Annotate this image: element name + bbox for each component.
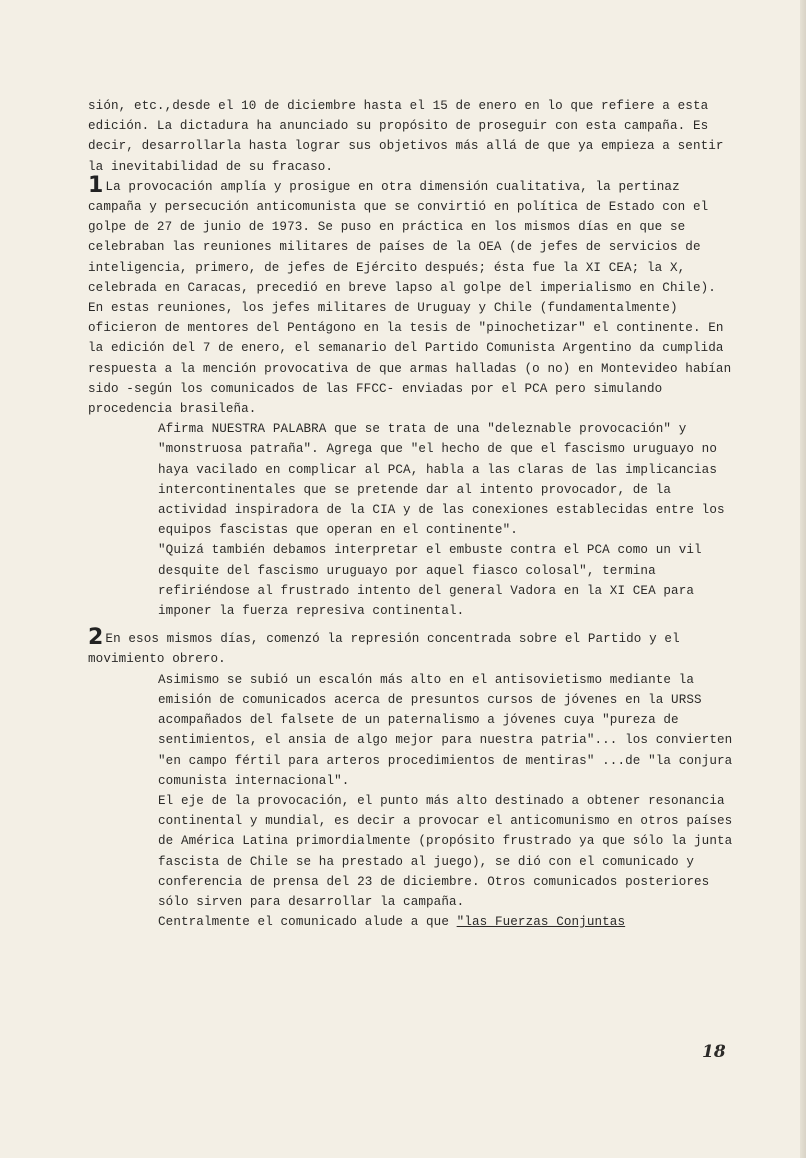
paragraph-eje: El eje de la provocación, el punto más alto destinado a obtener resonancia continental y mundial, es decir a provocar el anticomunismo en otros países de América Latina primordialmente (propósito frustrado ya que sólo la junta fascista de Chile se ha prestado al juego), se dió con el comunicado y conferencia de prensa del 23 de diciembre. Otros comunicados posteriores sólo sirven para desarrollar la campaña. <box>158 793 740 909</box>
paragraph-centralmente-underlined: "las Fuerzas Conjuntas <box>456 915 626 930</box>
paragraph-asimismo: Asimismo se subió un escalón más alto en el antisovietismo mediante la emisión de comunicados acerca de presuntos cursos de jóvenes en la URSS acompañados del falsete de un paternalismo a jóvenes cuya "pureza de sentimientos, el ansia de algo mejor para nuestra patria"... los convierten "en campo fértil para arteros procedimientos de mentiras" ...de "la conjura comunista internacional". <box>158 672 740 788</box>
paragraph-continuation: sión, etc.,desde el 10 de diciembre hasta el 15 de enero en lo que refiere a esta edición. La dictadura ha anunciado su propósito de proseguir con esta campaña. Es decir, desarrollarla hasta lograr sus objetivos más allá de que ya empieza a sentir la inevitabilidad de su fracaso. <box>88 99 732 174</box>
paragraph-centralmente <box>88 912 738 932</box>
section-2-number: 2 <box>88 625 104 651</box>
section-1-number: 1 <box>88 172 104 198</box>
page-edge <box>800 0 806 1158</box>
section-2-paragraph <box>88 625 738 669</box>
page-number: 18 <box>702 1042 726 1062</box>
paragraph-afirma: Afirma NUESTRA PALABRA que se trata de una "deleznable provocación" y "monstruosa patraña". Agrega que "el hecho de que el fascismo uruguayo no haya vacilado en complicar al PCA, habla a las claras de las implicancias intercontinentales que se pretende dar al intento provocador, de la actividad inspiradora de la CIA y de las conexiones establecidas entre los equipos fascistas que operan en el continente". <box>158 422 733 538</box>
paragraph-quiza: "Quizá también debamos interpretar el embuste contra el PCA como un vil desquite del fascismo uruguayo por aquel fiasco colosal", termina refiriéndose al frustrado intento del general Vadora en la XI CEA para imponer la fuerza represiva continental. <box>158 543 710 619</box>
paragraph-centralmente-start: Centralmente el comunicado alude a que <box>158 915 457 930</box>
document-body <box>88 96 738 932</box>
section-1-text: La provocación amplía y prosigue en otra dimensión cualitativa, la pertinaz campaña y persecución anticomunista que se convirtió en política de Estado con el golpe de 27 de junio de 1973. Se puso en práctica en los mismos días en que se celebraban las reuniones militares de países de la OEA (de jefes de servicios de inteligencia, primero, de jefes de Ejército después; ésta fue la XI CEA; la X, celebrada en Caracas, precedió en breve lapso al golpe del imperialismo en Chile). En estas reuniones, los jefes militares de Uruguay y Chile (fundamentalmente) oficieron de mentores del Pentágono en la tesis de "pinochetizar" el continente. En la edición del 7 de enero, el semanario del Partido Comunista Argentino da cumplida respuesta a la mención provocativa de que armas halladas (o no) en Montevideo habían sido -según los comunicados de las FFCC- enviadas por el PCA pero simulando procedencia brasileña. <box>88 179 739 417</box>
section-2-text: En esos mismos días, comenzó la represión concentrada sobre el Partido y el movimiento obrero. <box>88 632 688 667</box>
section-1-paragraph <box>88 172 739 419</box>
